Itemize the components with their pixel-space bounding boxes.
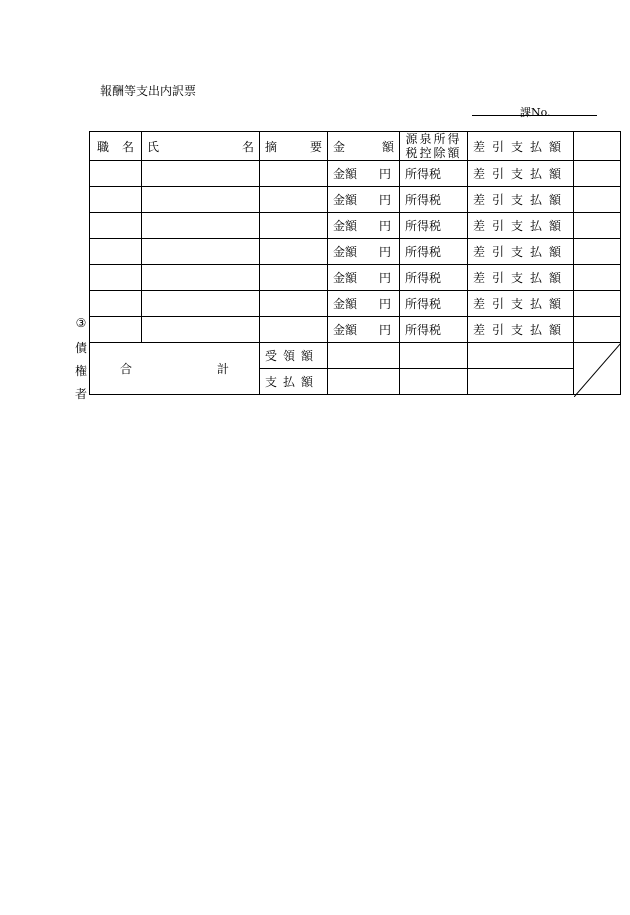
net-payment-cell[interactable]: 差引支払額 [468, 161, 574, 187]
diagonal-blank-cell [574, 343, 621, 395]
amount-cell[interactable]: 金額 円 [328, 265, 400, 291]
paid-amount-label: 支払額 [260, 369, 328, 395]
header-withholding-tax: 源泉所得 税控除額 [400, 132, 468, 161]
name-cell[interactable] [142, 291, 260, 317]
amount-cell[interactable]: 金額 円 [328, 187, 400, 213]
income-tax-cell[interactable]: 所得税 [400, 213, 468, 239]
table-row [90, 239, 621, 265]
table-row [90, 213, 621, 239]
job-title-cell[interactable] [90, 239, 142, 265]
summary-cell[interactable] [260, 317, 328, 343]
section-number-line [472, 115, 597, 116]
amount-cell[interactable]: 金額 円 [328, 317, 400, 343]
job-title-cell[interactable] [90, 213, 142, 239]
header-name: 氏 名 [142, 132, 260, 161]
header-amount: 金 額 [328, 132, 400, 161]
total-received-row [90, 343, 621, 369]
paid-tax-cell[interactable] [400, 369, 468, 395]
name-cell[interactable] [142, 213, 260, 239]
section-number-label: 課No. [520, 106, 551, 119]
table-row [90, 265, 621, 291]
net-payment-cell[interactable]: 差引支払額 [468, 317, 574, 343]
amount-cell[interactable]: 金額 円 [328, 161, 400, 187]
job-title-cell[interactable] [90, 317, 142, 343]
received-amount-cell[interactable] [328, 343, 400, 369]
name-cell[interactable] [142, 265, 260, 291]
extra-cell[interactable] [574, 291, 621, 317]
job-title-cell[interactable] [90, 291, 142, 317]
header-blank [574, 132, 621, 161]
job-title-cell[interactable] [90, 187, 142, 213]
income-tax-cell[interactable]: 所得税 [400, 317, 468, 343]
name-cell[interactable] [142, 239, 260, 265]
side-label-char-3: 者 [74, 387, 87, 401]
summary-cell[interactable] [260, 291, 328, 317]
name-cell[interactable] [142, 317, 260, 343]
diagonal-line [574, 343, 621, 397]
job-title-cell[interactable] [90, 161, 142, 187]
summary-cell[interactable] [260, 239, 328, 265]
side-label-number: ③ [75, 316, 87, 330]
summary-cell[interactable] [260, 213, 328, 239]
table-row [90, 187, 621, 213]
extra-cell[interactable] [574, 213, 621, 239]
job-title-cell[interactable] [90, 265, 142, 291]
amount-cell[interactable]: 金額 円 [328, 239, 400, 265]
extra-cell[interactable] [574, 265, 621, 291]
breakdown-table [89, 131, 621, 395]
net-payment-cell[interactable]: 差引支払額 [468, 239, 574, 265]
income-tax-cell[interactable]: 所得税 [400, 161, 468, 187]
net-payment-cell[interactable]: 差引支払額 [468, 291, 574, 317]
received-net-cell[interactable] [468, 343, 574, 369]
summary-cell[interactable] [260, 187, 328, 213]
side-label-char-2: 権 [74, 364, 87, 378]
amount-cell[interactable]: 金額 円 [328, 213, 400, 239]
income-tax-cell[interactable]: 所得税 [400, 291, 468, 317]
name-cell[interactable] [142, 161, 260, 187]
received-tax-cell[interactable] [400, 343, 468, 369]
extra-cell[interactable] [574, 239, 621, 265]
header-summary: 摘 要 [260, 132, 328, 161]
extra-cell[interactable] [574, 161, 621, 187]
amount-cell[interactable]: 金額 円 [328, 291, 400, 317]
net-payment-cell[interactable]: 差引支払額 [468, 187, 574, 213]
paid-amount-cell[interactable] [328, 369, 400, 395]
header-row [90, 132, 621, 161]
summary-cell[interactable] [260, 161, 328, 187]
header-net-payment: 差引支払額 [468, 132, 574, 161]
summary-cell[interactable] [260, 265, 328, 291]
income-tax-cell[interactable]: 所得税 [400, 187, 468, 213]
name-cell[interactable] [142, 187, 260, 213]
received-amount-label: 受領額 [260, 343, 328, 369]
side-label-char-1: 債 [74, 341, 87, 355]
paid-net-cell[interactable] [468, 369, 574, 395]
table-row [90, 161, 621, 187]
income-tax-cell[interactable]: 所得税 [400, 265, 468, 291]
extra-cell[interactable] [574, 187, 621, 213]
table-row [90, 317, 621, 343]
income-tax-cell[interactable]: 所得税 [400, 239, 468, 265]
total-label-cell: 合 計 [90, 343, 260, 395]
table-row [90, 291, 621, 317]
net-payment-cell[interactable]: 差引支払額 [468, 265, 574, 291]
extra-cell[interactable] [574, 317, 621, 343]
header-job-title: 職 名 [90, 132, 142, 161]
net-payment-cell[interactable]: 差引支払額 [468, 213, 574, 239]
form-title: 報酬等支出内訳票 [100, 84, 197, 98]
